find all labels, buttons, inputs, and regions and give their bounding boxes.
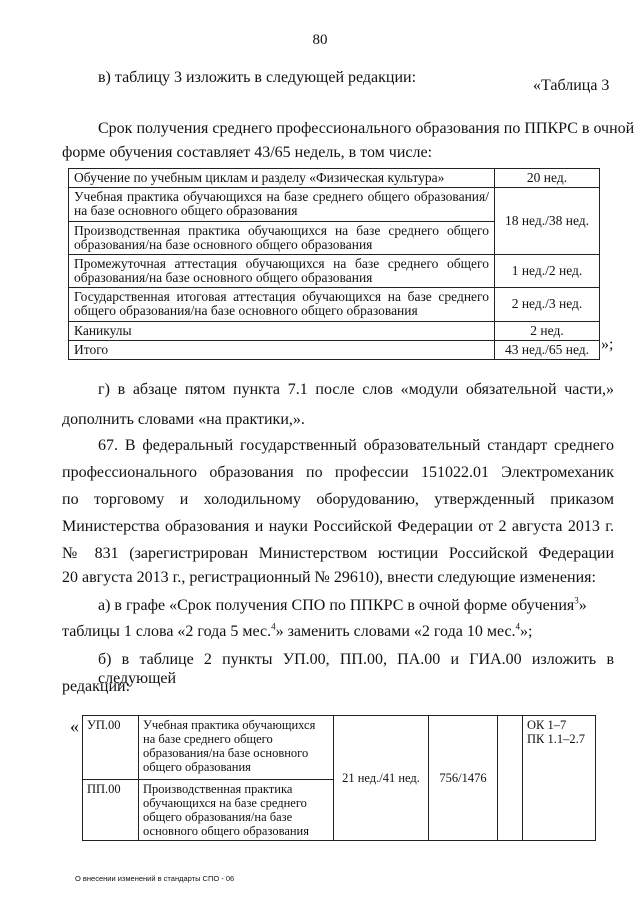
para-67-line2: профессионального образования по профессии 151022.01 Электромеханик (62, 464, 614, 481)
para-a-line2 (62, 622, 533, 641)
table-2-open-quote: « (70, 716, 79, 736)
para-a-line1 (98, 596, 587, 615)
table-cell-code: ПП.00 (83, 780, 139, 841)
table-row (69, 254, 600, 287)
table-cell-value: 2 нед. (495, 321, 600, 340)
footer-note: О внесении изменений в стандарты СПО - 06 (75, 874, 235, 883)
table-row (69, 321, 600, 340)
table-cell-empty (498, 716, 523, 841)
para-67-line6: 20 августа 2013 г., регистрационный № 29610), внести следующие изменения: (62, 569, 596, 586)
table-2-fragment (82, 715, 596, 841)
para-b-line1: б) в таблице 2 пункты УП.00, ПП.00, ПА.00 и ГИА.00 изложить в следующей (98, 651, 614, 688)
term-paragraph-line2: форме обучения составляет 43/65 недель, в том числе: (62, 144, 433, 161)
para-a-text: » заменить словами «2 года 10 мес. (275, 623, 516, 640)
table-cell-label: Производственная практика обучающихся на базе среднего общего образования/на базе основного общего образования (69, 221, 495, 254)
para-67-line1: 67. В федеральный государственный образовательный стандарт среднего (98, 437, 614, 454)
table-cell-name: Учебная практика обучающихся на базе среднего общего образования/на базе основного общего образования (139, 716, 334, 780)
competency-item: ПК 1.1–2.7 (527, 732, 585, 746)
table-cell-label: Каникулы (69, 321, 495, 340)
footnote-ref: 3 (574, 595, 579, 606)
table-cell-weeks: 21 нед./41 нед. (334, 716, 429, 841)
intro-line: в) таблицу 3 изложить в следующей редакции: (98, 69, 417, 86)
table-cell-code: УП.00 (83, 716, 139, 780)
table-cell-label: Учебная практика обучающихся на базе среднего общего образования/на базе основного общего образования (69, 188, 495, 221)
footnote-ref: 4 (515, 621, 521, 632)
table-cell-value: 18 нед./38 нед. (495, 188, 600, 255)
footnote-ref: 4 (271, 621, 276, 632)
table-3-closing: »; (601, 336, 614, 353)
page-number: 80 (312, 32, 328, 48)
table-row (69, 288, 600, 321)
table-row (83, 716, 596, 780)
para-b-line2: редакции: (62, 678, 131, 695)
table-cell-value: 43 нед./65 нед. (495, 340, 600, 359)
para-a-text: таблицы 1 слова «2 года 5 мес. (62, 623, 272, 640)
table-row (69, 340, 600, 359)
para-67-line5: № 831 (зарегистрирован Министерством юстиции Российской Федерации (62, 545, 614, 562)
table-cell-label: Итого (69, 340, 495, 359)
table-3-label: «Таблица 3 (533, 77, 610, 94)
table-cell-value: 1 нед./2 нед. (495, 254, 600, 287)
term-paragraph-line1: Срок получения среднего профессионального образования по ППКРС в очной (98, 120, 635, 137)
para-67-line4: Министерства образования и науки Российской Федерации от 2 августа 2013 г. (62, 518, 614, 535)
table-cell-hours: 756/1476 (429, 716, 498, 841)
table-3 (68, 168, 600, 360)
table-cell-name: Производственная практика обучающихся на базе среднего общего образования/на базе основного общего образования (139, 780, 334, 841)
table-cell-label: Обучение по учебным циклам и разделу «Физическая культура» (69, 169, 495, 188)
para-g-line2: дополнить словами «на практики,». (62, 411, 305, 428)
table-cell-label: Государственная итоговая аттестация обучающихся на базе среднего общего образования/на базе основного общего образования (69, 288, 495, 321)
table-cell-value: 2 нед./3 нед. (495, 288, 600, 321)
competency-item: ОК 1–7 (527, 718, 567, 732)
table-cell-value: 20 нед. (495, 169, 600, 188)
table-cell-label: Промежуточная аттестация обучающихся на базе среднего общего образования/на базе основного общего образования (69, 254, 495, 287)
table-row (69, 188, 600, 221)
para-a-text: » (578, 597, 587, 614)
para-g-line1: г) в абзаце пятом пункта 7.1 после слов «модули обязательной части,» (98, 381, 614, 398)
table-cell-competencies (523, 716, 596, 841)
table-row (69, 169, 600, 188)
para-a-text: »; (520, 623, 533, 640)
para-67-line3: по торговому и холодильному оборудованию, утвержденный приказом (62, 491, 614, 508)
para-a-text: а) в графе «Срок получения СПО по ППКРС в очной форме обучения (98, 597, 575, 614)
